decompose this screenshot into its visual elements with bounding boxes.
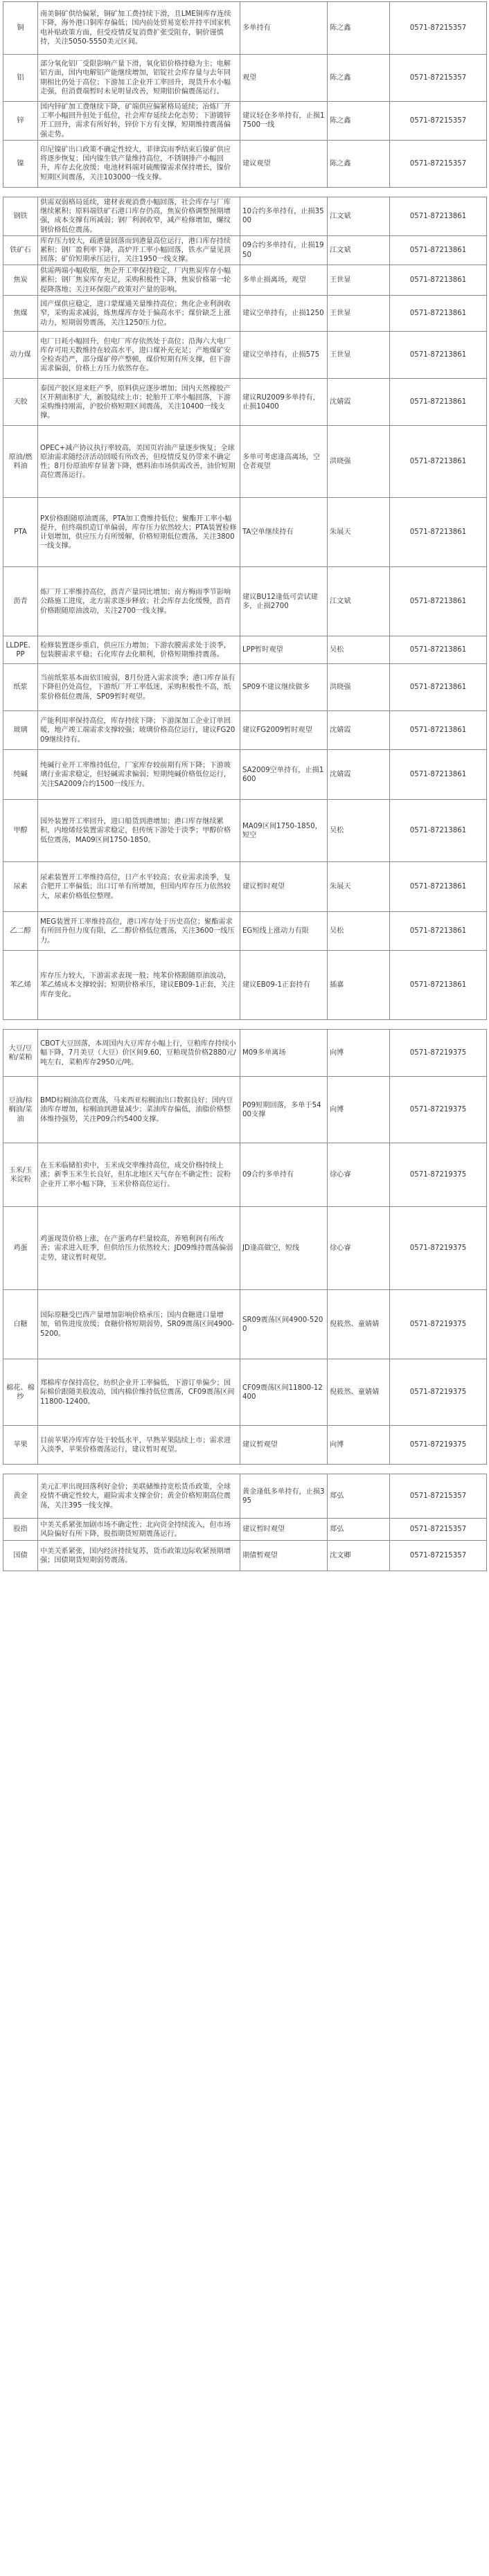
view-cell: 当前纸浆基本面依旧疲弱，8月份进入需求淡季；港口库存虽有下降但仍处高位，下游纸厂开工率低迷，采购积极性不高，纸浆价格低位震荡，SP09暂时观望。 bbox=[38, 664, 240, 711]
contact-cell: 0571-87219375 bbox=[390, 1030, 487, 1077]
view-cell: 在玉米临储拍卖中，玉米成交率维持高位，成交价格持续上涨；新季玉米生长良好，但东北地区天气存在不确定性；淀粉企业开工率小幅下降，玉米价格高位运行。 bbox=[38, 1143, 240, 1207]
contact-cell: 0571-87213861 bbox=[390, 426, 487, 498]
category-cell: 苯乙烯 bbox=[3, 951, 38, 1020]
stance-cell: 期债暂观望 bbox=[240, 1541, 328, 1571]
table-row bbox=[3, 1030, 487, 1077]
analyst-cell: 郑弘 bbox=[328, 1474, 390, 1519]
stance-cell: 09合约多单持有，止损1950 bbox=[240, 235, 328, 265]
analyst-cell: 江文斌 bbox=[328, 567, 390, 636]
stance-cell: 观望 bbox=[240, 55, 328, 102]
stance-cell: P09短期回落，多单于5400支撑 bbox=[240, 1077, 328, 1143]
table-row bbox=[3, 296, 487, 332]
table-row bbox=[3, 55, 487, 102]
view-cell: 鸡蛋现货价格上涨，在产蛋鸡存栏量较高，养殖利润有所改善；需求进入旺季，但供给压力依然较大；JD09维持震荡偏弱走势，建议暂时观望。 bbox=[38, 1207, 240, 1290]
table-row bbox=[3, 912, 487, 951]
stance-cell: M09多单离场 bbox=[240, 1030, 328, 1077]
table-row bbox=[3, 1519, 487, 1541]
stance-cell: 建议空单持有，止损575 bbox=[240, 332, 328, 379]
view-cell: 国内锌矿加工费继续下降，矿端供应偏紧格局延续；冶炼厂开工率小幅回升但处于低位，社会库存延续去化态势；下游镀锌开工回升，需求有所好转，锌价下方有支撑，短期维持震荡偏强走势。 bbox=[38, 102, 240, 141]
section-separator bbox=[3, 1465, 487, 1474]
category-cell: 焦炭 bbox=[3, 265, 38, 296]
view-cell: 南美铜矿供给偏紧，铜矿加工费持续下滑，且LME铜库存连续下降，海外港口铜库存偏低；国内前处贸易宽松并持平国家机电补贴政策方面，但受疫情反复消费扩张受阻存，铜价谨慎持，关注5050-5550美元区间。 bbox=[38, 2, 240, 55]
category-cell: PTA bbox=[3, 498, 38, 567]
category-cell: 焦煤 bbox=[3, 296, 38, 332]
category-cell: 大豆/豆粕/菜粕 bbox=[3, 1030, 38, 1077]
contact-cell: 0571-87219375 bbox=[390, 1077, 487, 1143]
contact-cell: 0571-87213861 bbox=[390, 498, 487, 567]
view-cell: 尿素装置开工率维持高位，日产水平较高；农业需求淡季，复合肥开工率偏低；出口订单有所增加，但国内库存压力依然较大，尿素价格低位整理。 bbox=[38, 862, 240, 912]
view-cell bbox=[38, 1465, 240, 1474]
analyst-cell: 吴松 bbox=[328, 800, 390, 862]
table-row bbox=[3, 1541, 487, 1571]
stance-cell: MA09区间1750-1850，短空 bbox=[240, 800, 328, 862]
table-row bbox=[3, 332, 487, 379]
contact-cell: 0571-87215357 bbox=[390, 55, 487, 102]
stance-cell bbox=[240, 1465, 328, 1474]
stance-cell: 建议暂时观望 bbox=[240, 862, 328, 912]
analyst-cell: 沈文卿 bbox=[328, 1541, 390, 1571]
contact-cell: 0571-87213861 bbox=[390, 296, 487, 332]
analyst-cell: 王世显 bbox=[328, 332, 390, 379]
table-row bbox=[3, 235, 487, 265]
contact-cell: 0571-87219375 bbox=[390, 1143, 487, 1207]
table-row bbox=[3, 426, 487, 498]
contact-cell bbox=[390, 1465, 487, 1474]
category-cell: 纸浆 bbox=[3, 664, 38, 711]
category-cell: 铁矿石 bbox=[3, 235, 38, 265]
contact-cell bbox=[390, 187, 487, 197]
category-cell: 豆油/棕榈油/菜油 bbox=[3, 1077, 38, 1143]
table-row bbox=[3, 197, 487, 235]
view-cell: 供需两端小幅收缩，焦企开工率保持稳定，厂内焦炭库存小幅累积；钢厂焦炭库存充足，采购积极性下降，焦炭价格第一轮提降落地；关注环保限产政策对产量的影响。 bbox=[38, 265, 240, 296]
stance-cell bbox=[240, 1020, 328, 1030]
stance-cell: EG短线上涨动力有限 bbox=[240, 912, 328, 951]
view-cell: PX价格跟随原油震荡，PTA加工费维持低位；聚酯开工率小幅提升，但终端织造订单偏弱，库存压力依然较大；PTA装置检修计划增加，供应压力有所缓解，价格短期低位震荡，关注3800一线支撑。 bbox=[38, 498, 240, 567]
analyst-cell: 朱展天 bbox=[328, 862, 390, 912]
table-row bbox=[3, 265, 487, 296]
contact-cell: 0571-87213861 bbox=[390, 567, 487, 636]
stance-cell: TA空单继续持有 bbox=[240, 498, 328, 567]
table-row bbox=[3, 1077, 487, 1143]
stance-cell: 建议轻仓多单持有，止损17500一线 bbox=[240, 102, 328, 141]
category-cell: 国债 bbox=[3, 1541, 38, 1571]
stance-cell: 多单可考虑逢高离场，空仓者观望 bbox=[240, 426, 328, 498]
analyst-cell: 沈婧霞 bbox=[328, 750, 390, 800]
contact-cell: 0571-87219375 bbox=[390, 1290, 487, 1359]
contact-cell: 0571-87213861 bbox=[390, 800, 487, 862]
stance-cell: 10合约多单持有，止损3500 bbox=[240, 197, 328, 235]
stance-cell: 建议观望 bbox=[240, 140, 328, 187]
analyst-cell bbox=[328, 187, 390, 197]
contact-cell bbox=[390, 1020, 487, 1030]
view-cell: 印尼镍矿出口政策不确定性较大，菲律宾雨季结束后镍矿供应将逐步恢复；国内镍生铁产量维持高位，不锈钢排产小幅回升，库存去化放缓；电池材料端对硫酸镍需求保持增长，镍价短期区间震荡，关注103000一线支撑。 bbox=[38, 140, 240, 187]
table-row bbox=[3, 102, 487, 141]
research-table bbox=[3, 1, 487, 1571]
view-cell: 中美关系紧张加剧市场不确定性；北向资金持续流入，但市场风险偏好有所下降，股指期货短期震荡运行。 bbox=[38, 1519, 240, 1541]
stance-cell: LPP暂时观望 bbox=[240, 636, 328, 664]
section-separator bbox=[3, 1020, 487, 1030]
category-cell: 乙二醇 bbox=[3, 912, 38, 951]
stance-cell: 建议EB09-1正套持有 bbox=[240, 951, 328, 1020]
category-cell: 股指 bbox=[3, 1519, 38, 1541]
analyst-cell: 向博 bbox=[328, 1426, 390, 1465]
table-row bbox=[3, 1426, 487, 1465]
view-cell: 供需双弱格局延续，建材表观消费小幅回落，社会库存与厂库继续累积；原料端铁矿石港口库存仍高，焦炭价格调整预期增强，成本支撑有所减弱；钢厂利润收窄，减产检修增加，螺纹钢价格低位震荡。 bbox=[38, 197, 240, 235]
stance-cell: 建议暂观望 bbox=[240, 1426, 328, 1465]
category-cell: 玻璃 bbox=[3, 711, 38, 750]
analyst-cell bbox=[328, 1465, 390, 1474]
analyst-cell: 江文斌 bbox=[328, 235, 390, 265]
table-row bbox=[3, 140, 487, 187]
analyst-cell: 郑弘 bbox=[328, 1519, 390, 1541]
analyst-cell: 徐心睿 bbox=[328, 1143, 390, 1207]
view-cell: 部分氧化铝厂受限影响产量下滑，氧化铝价格持稳为主；电解铝方面，国内电解铝产能继续增加，铝锭社会库存量与去年同期相比仍处于高位；下游加工企业开工率回升，现货升水小幅走强，但消费端暂时未见明显改善，短期铝价偏震荡运行。 bbox=[38, 55, 240, 102]
analyst-cell: 徐心睿 bbox=[328, 1207, 390, 1290]
contact-cell: 0571-87213861 bbox=[390, 912, 487, 951]
analyst-cell: 吴松 bbox=[328, 636, 390, 664]
analyst-cell: 陈之鑫 bbox=[328, 102, 390, 141]
contact-cell: 0571-87219375 bbox=[390, 1426, 487, 1465]
analyst-cell: 洪晓强 bbox=[328, 426, 390, 498]
category-cell: 鸡蛋 bbox=[3, 1207, 38, 1290]
category-cell: 铜 bbox=[3, 2, 38, 55]
contact-cell: 0571-87219375 bbox=[390, 1359, 487, 1426]
category-cell: 甲醇 bbox=[3, 800, 38, 862]
category-cell: 钢铁 bbox=[3, 197, 38, 235]
view-cell: 中美关系紧张，国内经济持续复苏，货币政策边际收紧预期增强；国债期货短期弱势震荡。 bbox=[38, 1541, 240, 1571]
analyst-cell: 王世显 bbox=[328, 296, 390, 332]
view-cell: BMD棕榈油高位震荡，马来西亚棕榈油出口数据良好；国内豆油库存增加，棕榈油到港量减少；菜油库存偏低，油脂价格整体维持强势，关注P09合约5400支撑。 bbox=[38, 1077, 240, 1143]
category-cell: 尿素 bbox=[3, 862, 38, 912]
table-row bbox=[3, 1207, 487, 1290]
category-cell: 玉米/玉米淀粉 bbox=[3, 1143, 38, 1207]
analyst-cell: 陈之鑫 bbox=[328, 2, 390, 55]
stance-cell: JD逢高做空，短线 bbox=[240, 1207, 328, 1290]
category-cell: 沥青 bbox=[3, 567, 38, 636]
view-cell: OPEC+减产协议执行率较高，美国页岩油产量逐步恢复；全球原油需求随经济活动回暖有所改善，但疫情反复仍带来不确定性；8月份原油库存显著下降，燃料油市场供需改善，油价短期高位震荡运行。 bbox=[38, 426, 240, 498]
stance-cell: 建议暂时观望 bbox=[240, 1519, 328, 1541]
stance-cell: 多单止损离场，观望 bbox=[240, 265, 328, 296]
analyst-cell: 沈婧霞 bbox=[328, 711, 390, 750]
view-cell: 库存压力较大，下游需求表现一般；纯苯价格跟随原油波动，苯乙烯成本支撑较弱；短期价格承压，建议EB09-1正套，关注库存变化。 bbox=[38, 951, 240, 1020]
analyst-cell: 向博 bbox=[328, 1077, 390, 1143]
contact-cell: 0571-87213861 bbox=[390, 664, 487, 711]
view-cell: 美元汇率出现回落利好金价；美联储维持宽松货币政策，全球疫情不确定性较大，避险需求支撑金价；黄金价格短期高位震荡，关注395一线支撑。 bbox=[38, 1474, 240, 1519]
contact-cell: 0571-87215357 bbox=[390, 140, 487, 187]
contact-cell: 0571-87213861 bbox=[390, 265, 487, 296]
table-row bbox=[3, 951, 487, 1020]
table-row bbox=[3, 498, 487, 567]
category-cell: 原油/燃料油 bbox=[3, 426, 38, 498]
analyst-cell: 朱展天 bbox=[328, 498, 390, 567]
category-cell: LLDPE、PP bbox=[3, 636, 38, 664]
category-cell: 纯碱 bbox=[3, 750, 38, 800]
stance-cell: 建议空单持有，止损1250 bbox=[240, 296, 328, 332]
table-row bbox=[3, 379, 487, 426]
contact-cell: 0571-87213861 bbox=[390, 750, 487, 800]
view-cell: CBOT大豆回落，本周国内大豆库存小幅上行，豆粕库存持续小幅下降，7月美豆（大豆）价区间9.60，豆粕现货价格2880元/吨左右，菜粕库存2950元/吨。 bbox=[38, 1030, 240, 1077]
contact-cell: 0571-87213861 bbox=[390, 636, 487, 664]
analyst-cell: 倪筱然、童婧婧 bbox=[328, 1359, 390, 1426]
view-cell: 泰国产胶区迎来旺产季，原料供应逐步增加；国内天然橡胶产区开割面积扩大，新胶陆续上市；轮胎开工率小幅回落，下游采购维持刚需，沪胶价格短期区间震荡，关注10400一线支撑。 bbox=[38, 379, 240, 426]
contact-cell: 0571-87213861 bbox=[390, 379, 487, 426]
view-cell: 炼厂开工率维持高位，沥青产量同比增加；南方梅雨季节影响公路施工进度，北方需求逐步释放；社会库存去化缓慢，沥青价格跟随原油波动，关注2700一线支撑。 bbox=[38, 567, 240, 636]
category-cell bbox=[3, 1020, 38, 1030]
category-cell: 黄金 bbox=[3, 1474, 38, 1519]
analyst-cell: 王世显 bbox=[328, 265, 390, 296]
contact-cell: 0571-87213861 bbox=[390, 951, 487, 1020]
contact-cell: 0571-87215357 bbox=[390, 2, 487, 55]
contact-cell: 0571-87213861 bbox=[390, 332, 487, 379]
analyst-cell bbox=[328, 1020, 390, 1030]
table-row bbox=[3, 636, 487, 664]
category-cell: 锌 bbox=[3, 102, 38, 141]
category-cell: 棉花、棉纱 bbox=[3, 1359, 38, 1426]
view-cell bbox=[38, 187, 240, 197]
table-row bbox=[3, 1290, 487, 1359]
stance-cell: 建议RU2009多单持有，止损10400 bbox=[240, 379, 328, 426]
table-row bbox=[3, 567, 487, 636]
view-cell: MEG装置开工率维持高位，港口库存处于历史高位；聚酯需求有所回升但力度有限，乙二醇价格低位震荡，关注3600一线压力。 bbox=[38, 912, 240, 951]
analyst-cell: 江文斌 bbox=[328, 197, 390, 235]
table-row bbox=[3, 800, 487, 862]
contact-cell: 0571-87215357 bbox=[390, 102, 487, 141]
category-cell: 镍 bbox=[3, 140, 38, 187]
stance-cell: CF09震荡区间11800-12400 bbox=[240, 1359, 328, 1426]
contact-cell: 0571-87213861 bbox=[390, 862, 487, 912]
contact-cell: 0571-87213861 bbox=[390, 235, 487, 265]
analyst-cell: 吴松 bbox=[328, 912, 390, 951]
contact-cell: 0571-87215357 bbox=[390, 1474, 487, 1519]
view-cell: 国产煤供应稳定，进口蒙煤通关量维持高位；焦化企业利润收窄，采购需求减弱，炼焦煤库存处于偏高水平；煤价缺乏上涨动力，短期弱势震荡，关注1250压力位。 bbox=[38, 296, 240, 332]
view-cell: 郑棉库存保持高位，纺织企业开工率偏低，下游订单偏少；国际棉价跟随美股波动，国内棉价维持低位震荡，CF09震荡区间11800-12400。 bbox=[38, 1359, 240, 1426]
stance-cell: SP09不建议继续做多 bbox=[240, 664, 328, 711]
view-cell: 产能利用率保持高位，库存持续下降；下游深加工企业订单回暖，地产竣工端需求支撑较强；玻璃价格高位运行，建议FG2009继续持有。 bbox=[38, 711, 240, 750]
view-cell: 库存压力较大，疏港量回落而到港量高位运行，港口库存持续累积；钢厂盈利率下降，高炉开工率小幅回落，铁水产量见顶回落；矿价短期承压运行，关注1950一线支撑。 bbox=[38, 235, 240, 265]
category-cell bbox=[3, 1465, 38, 1474]
analyst-cell: 陈之鑫 bbox=[328, 55, 390, 102]
view-cell: 国际原糖受巴西产量增加影响价格承压；国内食糖进口量增加，销售进度放缓；食糖价格短期弱势，SR09震荡区间4900-5200。 bbox=[38, 1290, 240, 1359]
research-table-body bbox=[3, 2, 487, 1571]
stance-cell: SA2009空单持有，止损1600 bbox=[240, 750, 328, 800]
contact-cell: 0571-87219375 bbox=[390, 1207, 487, 1290]
analyst-cell: 洪晓强 bbox=[328, 664, 390, 711]
stance-cell: 多单持有 bbox=[240, 2, 328, 55]
category-cell: 天胶 bbox=[3, 379, 38, 426]
category-cell: 铝 bbox=[3, 55, 38, 102]
contact-cell: 0571-87215357 bbox=[390, 1541, 487, 1571]
view-cell: 检修装置逐步重启，供应压力增加；下游农膜需求处于淡季，包装膜需求平稳；石化库存去化顺利，价格短期维持震荡。 bbox=[38, 636, 240, 664]
analyst-cell: 插嘉 bbox=[328, 951, 390, 1020]
analyst-cell: 向博 bbox=[328, 1030, 390, 1077]
analyst-cell: 陈之鑫 bbox=[328, 140, 390, 187]
view-cell bbox=[38, 1020, 240, 1030]
category-cell: 动力煤 bbox=[3, 332, 38, 379]
analyst-cell: 沈婧霞 bbox=[328, 379, 390, 426]
stance-cell: 09合约多单持有 bbox=[240, 1143, 328, 1207]
contact-cell: 0571-87213861 bbox=[390, 197, 487, 235]
contact-cell: 0571-87213861 bbox=[390, 711, 487, 750]
table-row bbox=[3, 2, 487, 55]
section-separator bbox=[3, 187, 487, 197]
table-row bbox=[3, 711, 487, 750]
view-cell: 目前苹果冷库库存处于较低水平，早熟苹果陆续上市；需求进入淡季，苹果价格震荡运行，建议暂时观望。 bbox=[38, 1426, 240, 1465]
category-cell bbox=[3, 187, 38, 197]
category-cell: 白糖 bbox=[3, 1290, 38, 1359]
view-cell: 国外装置开工率回升，进口船货到港增加；港口库存继续累积，内地烯烃装置需求稳定，但传统下游处于淡季；甲醇价格低位震荡，MA09区间1750-1850。 bbox=[38, 800, 240, 862]
stance-cell: 建议BU12逢低可尝试建多，止损2700 bbox=[240, 567, 328, 636]
category-cell: 苹果 bbox=[3, 1426, 38, 1465]
view-cell: 纯碱行业开工率维持低位，厂家库存较前期有所下降；下游玻璃行业需求稳定，但轻碱需求偏弱；短期纯碱价格低位运行，关注SA2009合约1500一线压力。 bbox=[38, 750, 240, 800]
stance-cell: SR09震荡区间4900-5200 bbox=[240, 1290, 328, 1359]
view-cell: 电厂日耗小幅回升，但电厂库存依然处于高位；沿海六大电厂库存可用天数维持在较高水平，进口煤补充充足；产地煤矿安全检查趋严，部分煤矿停产整顿，煤价短期有所支撑，但下游需求偏弱，价格上方压力依然存在。 bbox=[38, 332, 240, 379]
stance-cell: 黄金逢低多单持有，止损395 bbox=[240, 1474, 328, 1519]
table-row bbox=[3, 1143, 487, 1207]
table-row bbox=[3, 1359, 487, 1426]
stance-cell: 建议FG2009暂时观望 bbox=[240, 711, 328, 750]
table-row bbox=[3, 1474, 487, 1519]
table-row bbox=[3, 862, 487, 912]
table-row bbox=[3, 750, 487, 800]
stance-cell bbox=[240, 187, 328, 197]
contact-cell: 0571-87215357 bbox=[390, 1519, 487, 1541]
analyst-cell: 倪筱然、童婧婧 bbox=[328, 1290, 390, 1359]
table-row bbox=[3, 664, 487, 711]
